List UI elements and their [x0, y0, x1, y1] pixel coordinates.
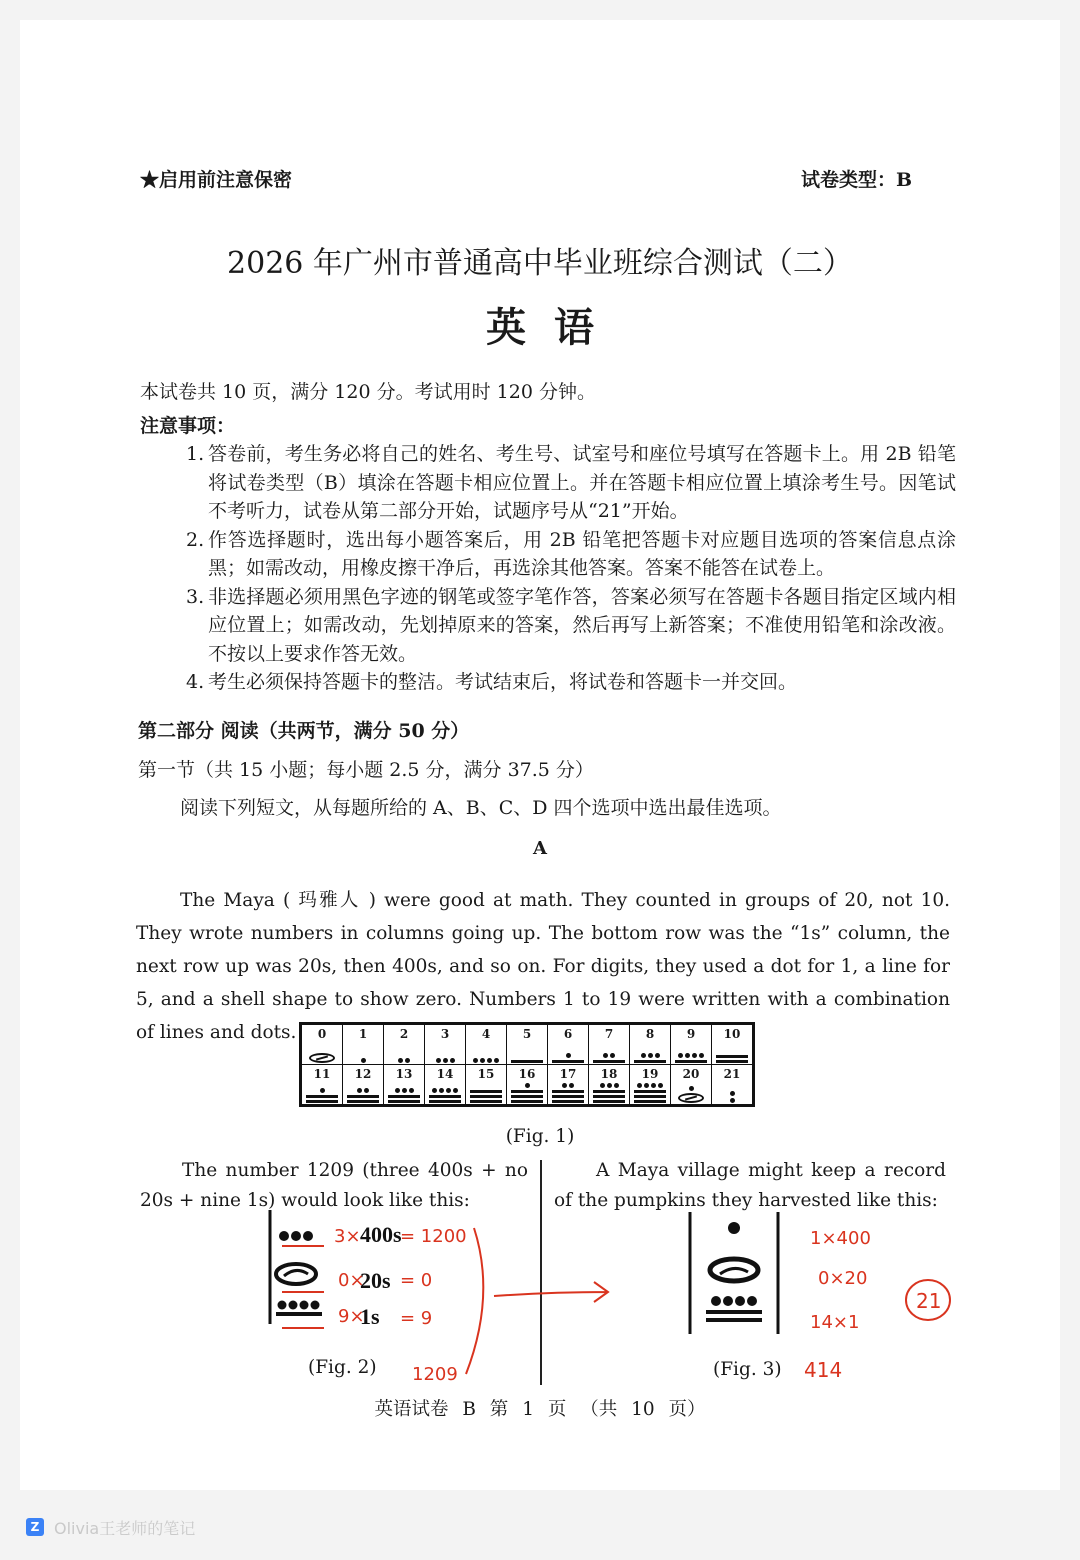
- notice-list: [186, 440, 956, 697]
- numeral-glyph: [343, 1041, 383, 1063]
- numeral-cell: [671, 1024, 712, 1065]
- fig3-ones: [706, 1296, 762, 1322]
- numeral-glyph: [589, 1081, 629, 1103]
- svg-text:21: 21: [916, 1289, 942, 1313]
- numeral-value: 11: [313, 1067, 331, 1081]
- numeral-cell: [589, 1024, 630, 1065]
- svg-text:1×400: 1×400: [810, 1228, 871, 1249]
- svg-text:9×: 9×: [338, 1306, 365, 1327]
- numeral-glyph: [548, 1081, 588, 1103]
- svg-text:0×: 0×: [338, 1270, 365, 1291]
- passage-text: The Maya ( 玛雅人 ) were good at math. They counted in groups of 20, not 10. They wrote numbers in columns going up. The bottom row was the “1s” column, the next row up was 20s, then 400s, and so on. For digits, they used a dot for 1, a line for 5, and a shell shape to show zero. Numbers 1 to 19 were written with a combination of lines and dots.: [136, 890, 950, 1043]
- numeral-cell: [671, 1065, 712, 1106]
- notice-item: 3. 非选择题必须用黑色字迹的钢笔或签字笔作答，答案必须写在答题卡各题目指定区域内相应位置上；如需改动，先划掉原来的答案，然后再写上新答案；不准使用铅笔和涂改液。不按以上要求作答无效。: [186, 585, 956, 665]
- fig3-shell-zero: [710, 1259, 758, 1281]
- numeral-cell: [466, 1065, 507, 1106]
- svg-text:= 1200: = 1200: [400, 1226, 467, 1247]
- svg-text:= 0: = 0: [400, 1270, 433, 1291]
- numeral-value: 15: [477, 1067, 495, 1081]
- numeral-value: 10: [723, 1027, 741, 1041]
- numeral-value: 1: [358, 1027, 368, 1041]
- fig2-shell-zero: [276, 1264, 316, 1284]
- numeral-glyph: [630, 1041, 670, 1063]
- numeral-glyph: [384, 1041, 424, 1063]
- fig2-label-20s: 20s: [360, 1268, 391, 1293]
- svg-text:= 9: = 9: [400, 1308, 433, 1329]
- numeral-value: 17: [559, 1067, 577, 1081]
- confidential-label: ★启用前注意保密: [140, 169, 293, 191]
- svg-text:0×20: 0×20: [818, 1268, 868, 1289]
- svg-text:1209: 1209: [412, 1364, 458, 1385]
- numeral-cell: [425, 1065, 466, 1106]
- watermark-text: Olivia王老师的笔记: [54, 1519, 196, 1538]
- numeral-cell: [343, 1065, 384, 1106]
- numeral-cell: [548, 1065, 589, 1106]
- fig3-dot-400s: [728, 1222, 740, 1234]
- numeral-value: 9: [686, 1027, 696, 1041]
- exam-page: [20, 20, 1060, 1490]
- arrow-annotation: [490, 1278, 620, 1308]
- numeral-cell: [343, 1024, 384, 1065]
- numeral-value: 18: [600, 1067, 618, 1081]
- numeral-value: 19: [641, 1067, 659, 1081]
- fig2-label-400s: 400s: [360, 1222, 402, 1247]
- exam-intro: 本试卷共 10 页，满分 120 分。考试用时 120 分钟。: [140, 381, 596, 403]
- right-column-text: A Maya village might keep a record of the pumpkins they harvested like this:: [554, 1160, 946, 1211]
- numeral-cell: [630, 1024, 671, 1065]
- numeral-value: 14: [436, 1067, 454, 1081]
- numeral-cell: [384, 1024, 425, 1065]
- svg-text:3×: 3×: [334, 1226, 361, 1247]
- passage-letter: A: [533, 838, 547, 859]
- fig2-diagram: [260, 1206, 500, 1391]
- numeral-glyph: [425, 1041, 465, 1063]
- numeral-cell: [425, 1024, 466, 1065]
- svg-text:14×1: 14×1: [810, 1312, 860, 1333]
- page-footer: 英语试卷 B 第 1 页 （共 10 页）: [374, 1399, 706, 1420]
- numeral-cell: [630, 1065, 671, 1106]
- numeral-value: 6: [563, 1027, 573, 1041]
- numeral-glyph: [589, 1041, 629, 1063]
- fig2-label-1s: 1s: [360, 1304, 380, 1329]
- numeral-value: 21: [723, 1067, 741, 1081]
- numeral-glyph: [425, 1081, 465, 1103]
- notice-item: 1. 答卷前，考生务必将自己的姓名、考生号、试室号和座位号填写在答题卡上。用 2B 铅笔将试卷类型（B）填涂在答题卡相应位置上。并在答题卡相应位置上填涂考生号。因笔试不考听力，试卷从第二部分开始，试题序号从“21”开始。: [186, 443, 956, 522]
- numeral-glyph: [548, 1041, 588, 1063]
- numeral-cell: [712, 1065, 754, 1106]
- fig3-handwriting: [810, 1228, 871, 1333]
- numeral-value: 7: [604, 1027, 614, 1041]
- numeral-value: 5: [522, 1027, 532, 1041]
- fig2-caption: (Fig. 2): [308, 1357, 377, 1378]
- numeral-glyph: [302, 1041, 342, 1063]
- fig3-diagram: [682, 1206, 922, 1366]
- fig1-caption: (Fig. 1): [505, 1126, 575, 1147]
- numeral-glyph: [384, 1081, 424, 1103]
- numeral-glyph: [466, 1041, 506, 1063]
- numeral-value: 0: [317, 1027, 327, 1041]
- numeral-cell: [301, 1065, 343, 1106]
- notice-item: 2. 作答选择题时，选出每小题答案后，用 2B 铅笔把答题卡对应题目选项的答案信息点涂黑；如需改动，用橡皮擦干净后，再选涂其他答案。答案不能答在试卷上。: [186, 528, 956, 579]
- numeral-value: 16: [518, 1067, 536, 1081]
- numeral-cell: [301, 1024, 343, 1065]
- numeral-cell: [384, 1065, 425, 1106]
- numeral-glyph: [466, 1081, 506, 1103]
- numeral-glyph: [671, 1081, 711, 1103]
- numeral-glyph: [630, 1081, 670, 1103]
- numeral-value: 3: [440, 1027, 450, 1041]
- fig3-result-note: 414: [804, 1358, 843, 1382]
- fig2-bracket: [466, 1228, 483, 1374]
- notice-item: 4. 考生必须保持答题卡的整洁。考试结束后，将试卷和答题卡一并交回。: [186, 671, 798, 693]
- maya-numerals-table: [299, 1022, 755, 1107]
- exam-title: 2026 年广州市普通高中毕业班综合测试（二）: [227, 246, 853, 281]
- fig2-ones: [276, 1301, 322, 1317]
- numeral-cell: [589, 1065, 630, 1106]
- section1-heading: 第一节（共 15 小题；每小题 2.5 分，满分 37.5 分）: [138, 759, 594, 781]
- numeral-value: 13: [395, 1067, 413, 1081]
- numeral-value: 20: [682, 1067, 700, 1081]
- app-logo-icon: Z: [26, 1518, 44, 1536]
- numeral-cell: [466, 1024, 507, 1065]
- numeral-glyph: [671, 1041, 711, 1063]
- reading-instruction: 阅读下列短文，从每题所给的 A、B、C、D 四个选项中选出最佳选项。: [180, 797, 782, 819]
- subject-title: 英语: [486, 304, 622, 351]
- numeral-value: 2: [399, 1027, 409, 1041]
- paper-type-label: 试卷类型：B: [800, 169, 912, 191]
- numeral-glyph: [302, 1081, 342, 1103]
- numeral-cell: [712, 1024, 754, 1065]
- fig3-caption: (Fig. 3): [713, 1359, 782, 1380]
- numeral-glyph: [712, 1081, 752, 1103]
- fig2-dots-400s: [279, 1231, 313, 1241]
- notice-heading: 注意事项：: [140, 415, 236, 437]
- numeral-cell: [507, 1065, 548, 1106]
- left-column-text: The number 1209 (three 400s + no 20s + nine 1s) would look like this:: [140, 1160, 528, 1211]
- numeral-value: 4: [481, 1027, 491, 1041]
- numeral-value: 8: [645, 1027, 655, 1041]
- numeral-glyph: [507, 1081, 547, 1103]
- numeral-cell: [507, 1024, 548, 1065]
- numeral-glyph: [712, 1041, 752, 1063]
- numeral-glyph: [507, 1041, 547, 1063]
- part2-heading: 第二部分 阅读（共两节，满分 50 分）: [138, 720, 470, 742]
- circled-question-number: [902, 1276, 954, 1324]
- numeral-glyph: [343, 1081, 383, 1103]
- numeral-cell: [548, 1024, 589, 1065]
- numeral-value: 12: [354, 1067, 372, 1081]
- column-divider: [540, 1160, 542, 1385]
